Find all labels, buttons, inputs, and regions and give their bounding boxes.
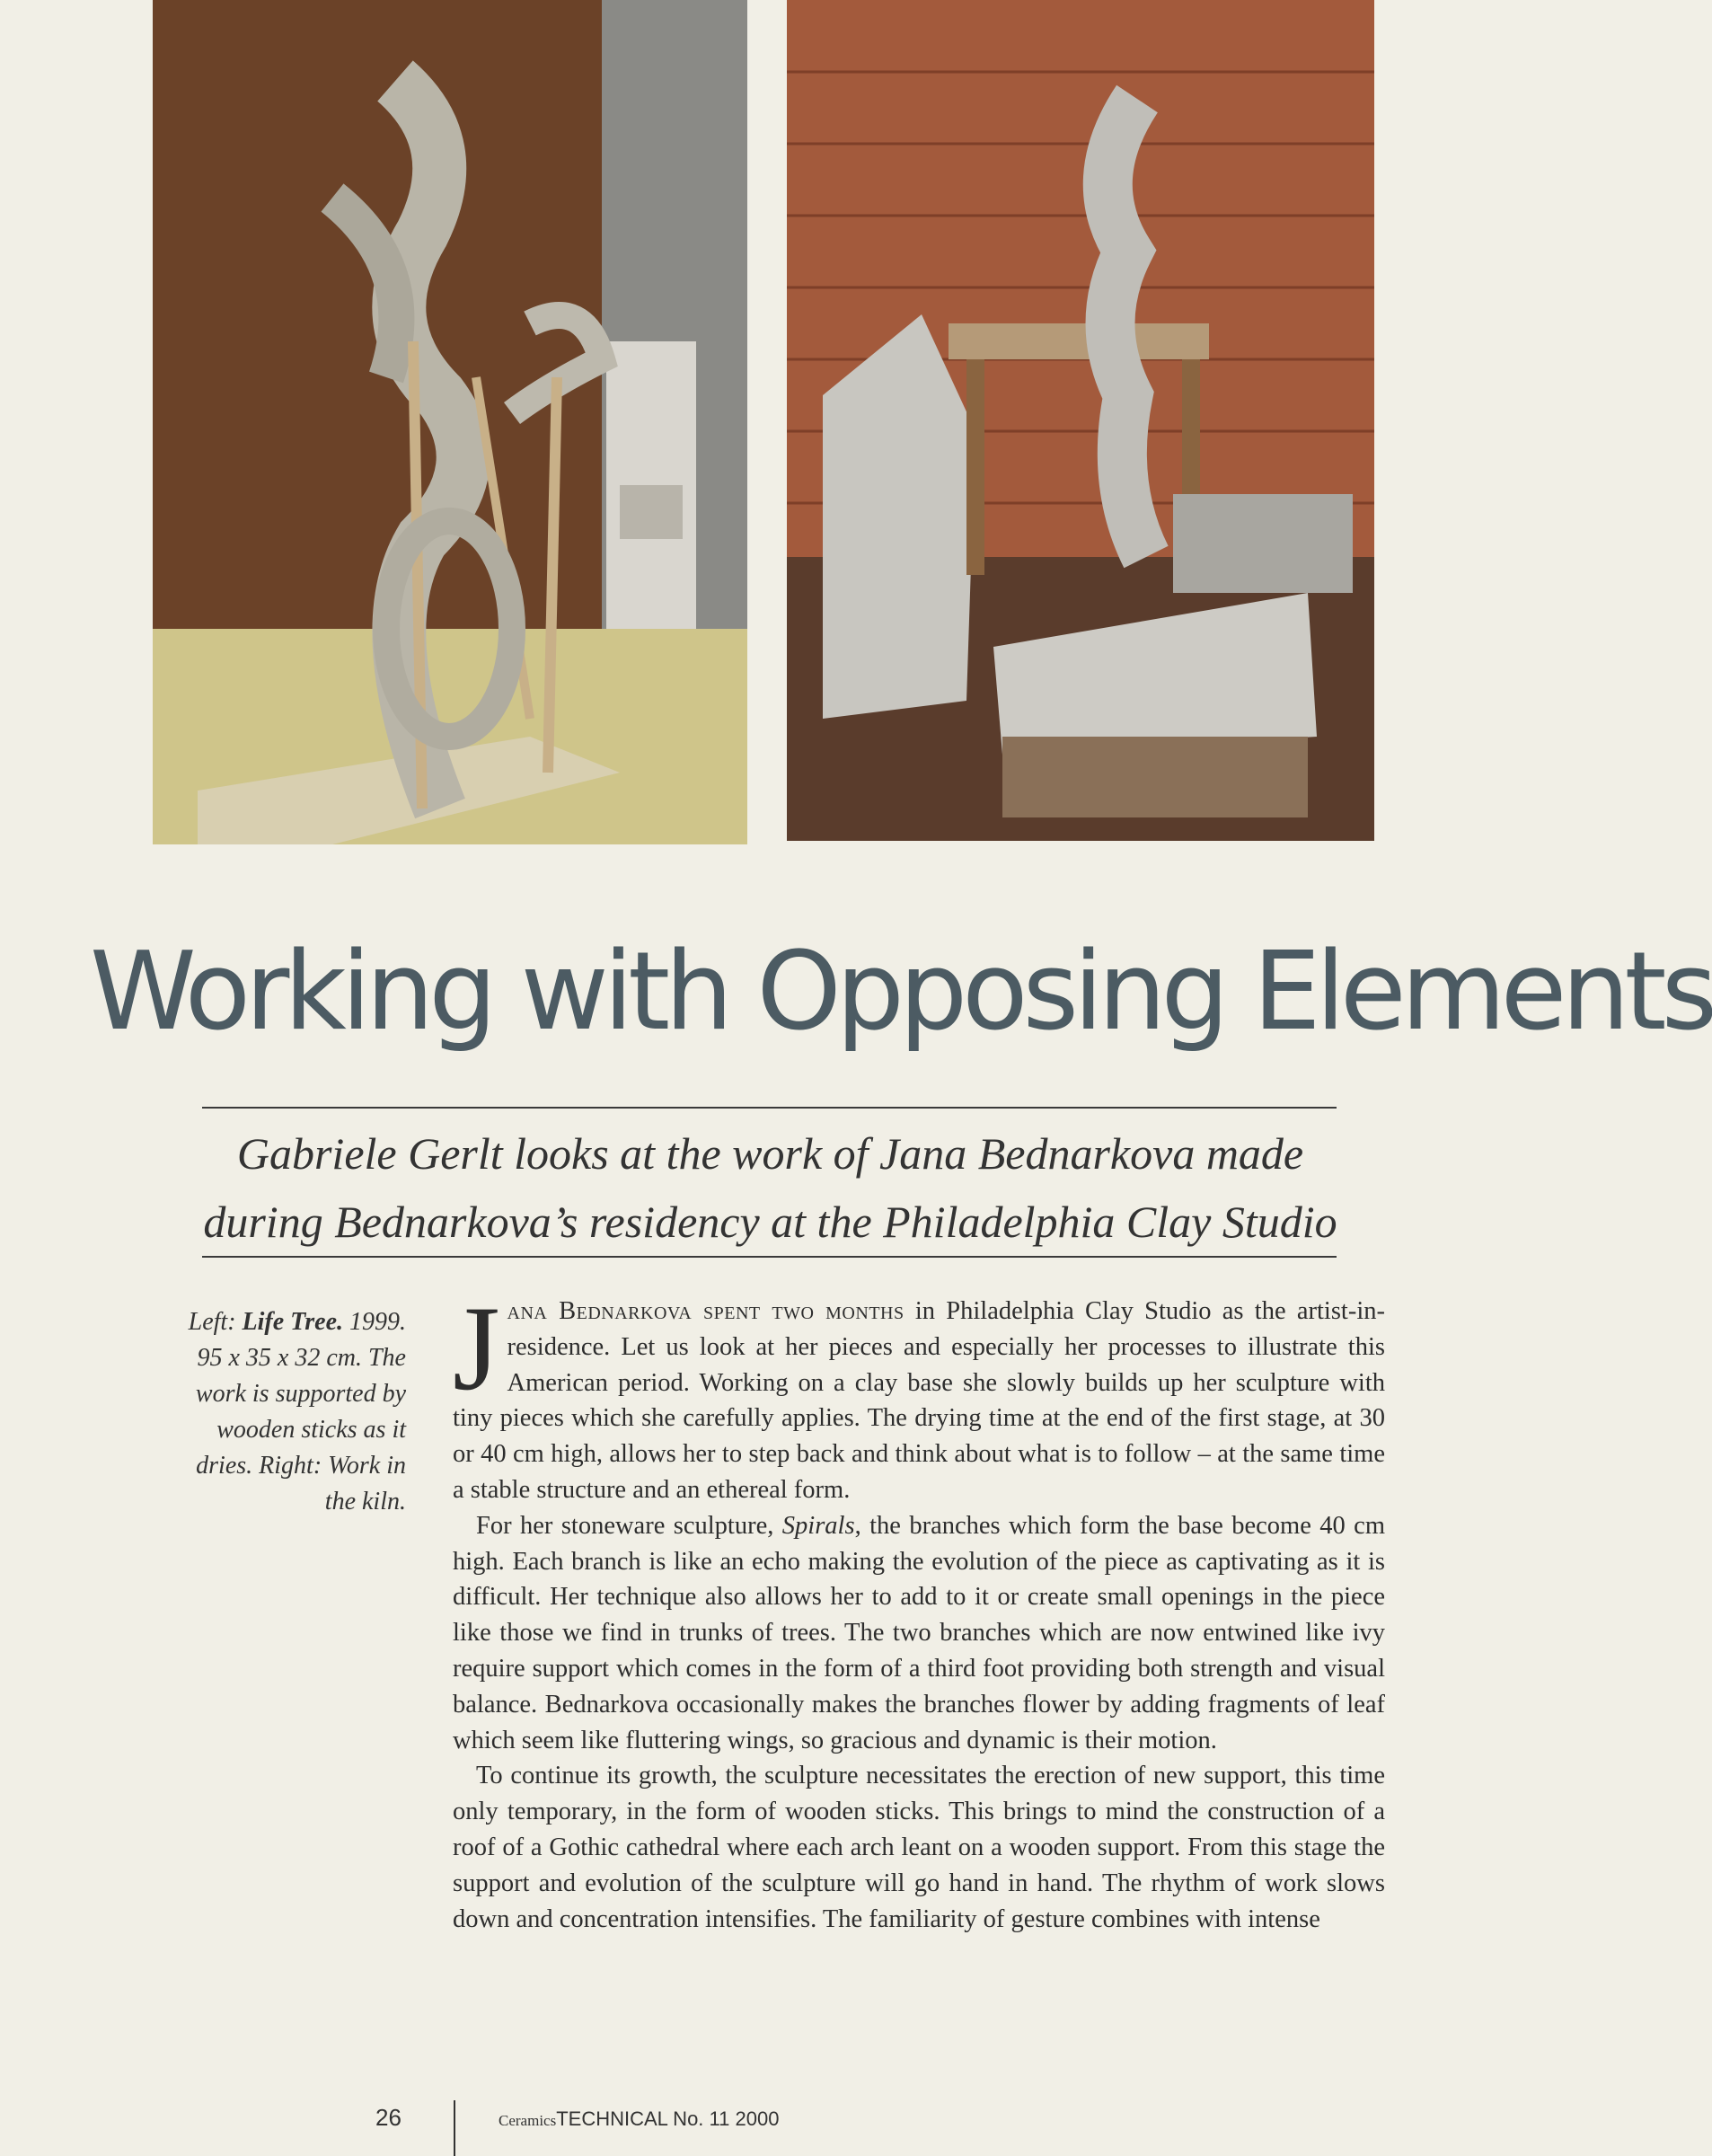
work-title-spirals: Spirals (781, 1511, 855, 1540)
paragraph-2-start: For her stoneware sculpture, (476, 1511, 782, 1540)
photo-work-in-kiln (787, 0, 1374, 841)
caption-left-label: Left: (188, 1308, 236, 1336)
photo-life-tree (153, 0, 747, 844)
subtitle-line-2: during Bednarkova’s residency at the Philadelphia Clay Studio (203, 1197, 1337, 1247)
title-rule-top (202, 1107, 1337, 1109)
article-subtitle (171, 1119, 1370, 1256)
subtitle-line-1: Gabriele Gerlt looks at the work of Jana Bednarkova made (236, 1128, 1304, 1179)
paragraph-1 (453, 1282, 1385, 1508)
article-body (453, 1282, 1385, 1937)
caption-right-text: Right: Work in the kiln. (259, 1452, 406, 1515)
caption-work-title: Life Tree. (242, 1308, 343, 1336)
paragraph-2-text: , the branches which form the base become 40 cm high. Each branch is like an echo making the evolution of the piece as captivating as it is difficult. Her technique also allows her to add to it or create small openings in the piece like those we find in trunks of trees. The two branches which are now entwined like ivy require support which comes in the form of a third foot providing both strength and visual balance. Bednarkova occasionally makes the branches flower by adding fragments of leaf which seem like fluttering wings, so gracious and dynamic is their motion. (453, 1511, 1385, 1754)
magazine-footer (499, 2107, 779, 2131)
photo-caption (171, 1304, 406, 1520)
drop-cap: J (453, 1282, 500, 1416)
title-rule-bottom (202, 1256, 1337, 1258)
paragraph-3: To continue its growth, the sculpture necessitates the erection of new support, this time only temporary, in the form of wooden sticks. This brings to mind the construction of a roof of a Gothic cathedral where each arch leant on a wooden support. From this stage the support and evolution of the sculpture will go hand in hand. The rhythm of work slows down and concentration intensifies. The familiarity of gesture combines with intense (453, 1762, 1385, 1933)
lead-in: ana Bednarkova spent two months (507, 1297, 905, 1325)
caption-details: 1999. 95 x 35 x 32 cm. The work is supported by wooden sticks as it dries. (195, 1308, 406, 1480)
paragraph-2 (453, 1508, 1385, 1759)
page-number: 26 (375, 2104, 402, 2131)
footer-brand-main: TECHNICAL No. 11 2000 (556, 2107, 780, 2130)
paragraph-1-text: in Philadelphia Clay Studio as the artist-in-residence. Let us look at her pieces and especially her processes to illustrate this American period. Working on a clay base she slowly builds up her sculpture with tiny pieces which she carefully applies. The drying time at the end of the first stage, at 30 or 40 cm high, allows her to step back and think about what is to follow – at the same time a stable structure and an ethereal form. (453, 1297, 1385, 1504)
footer-brand-small: Ceramics (499, 2112, 557, 2129)
article-title: Working with Opposing Elements (90, 930, 1712, 1055)
footer-divider (454, 2100, 455, 2156)
